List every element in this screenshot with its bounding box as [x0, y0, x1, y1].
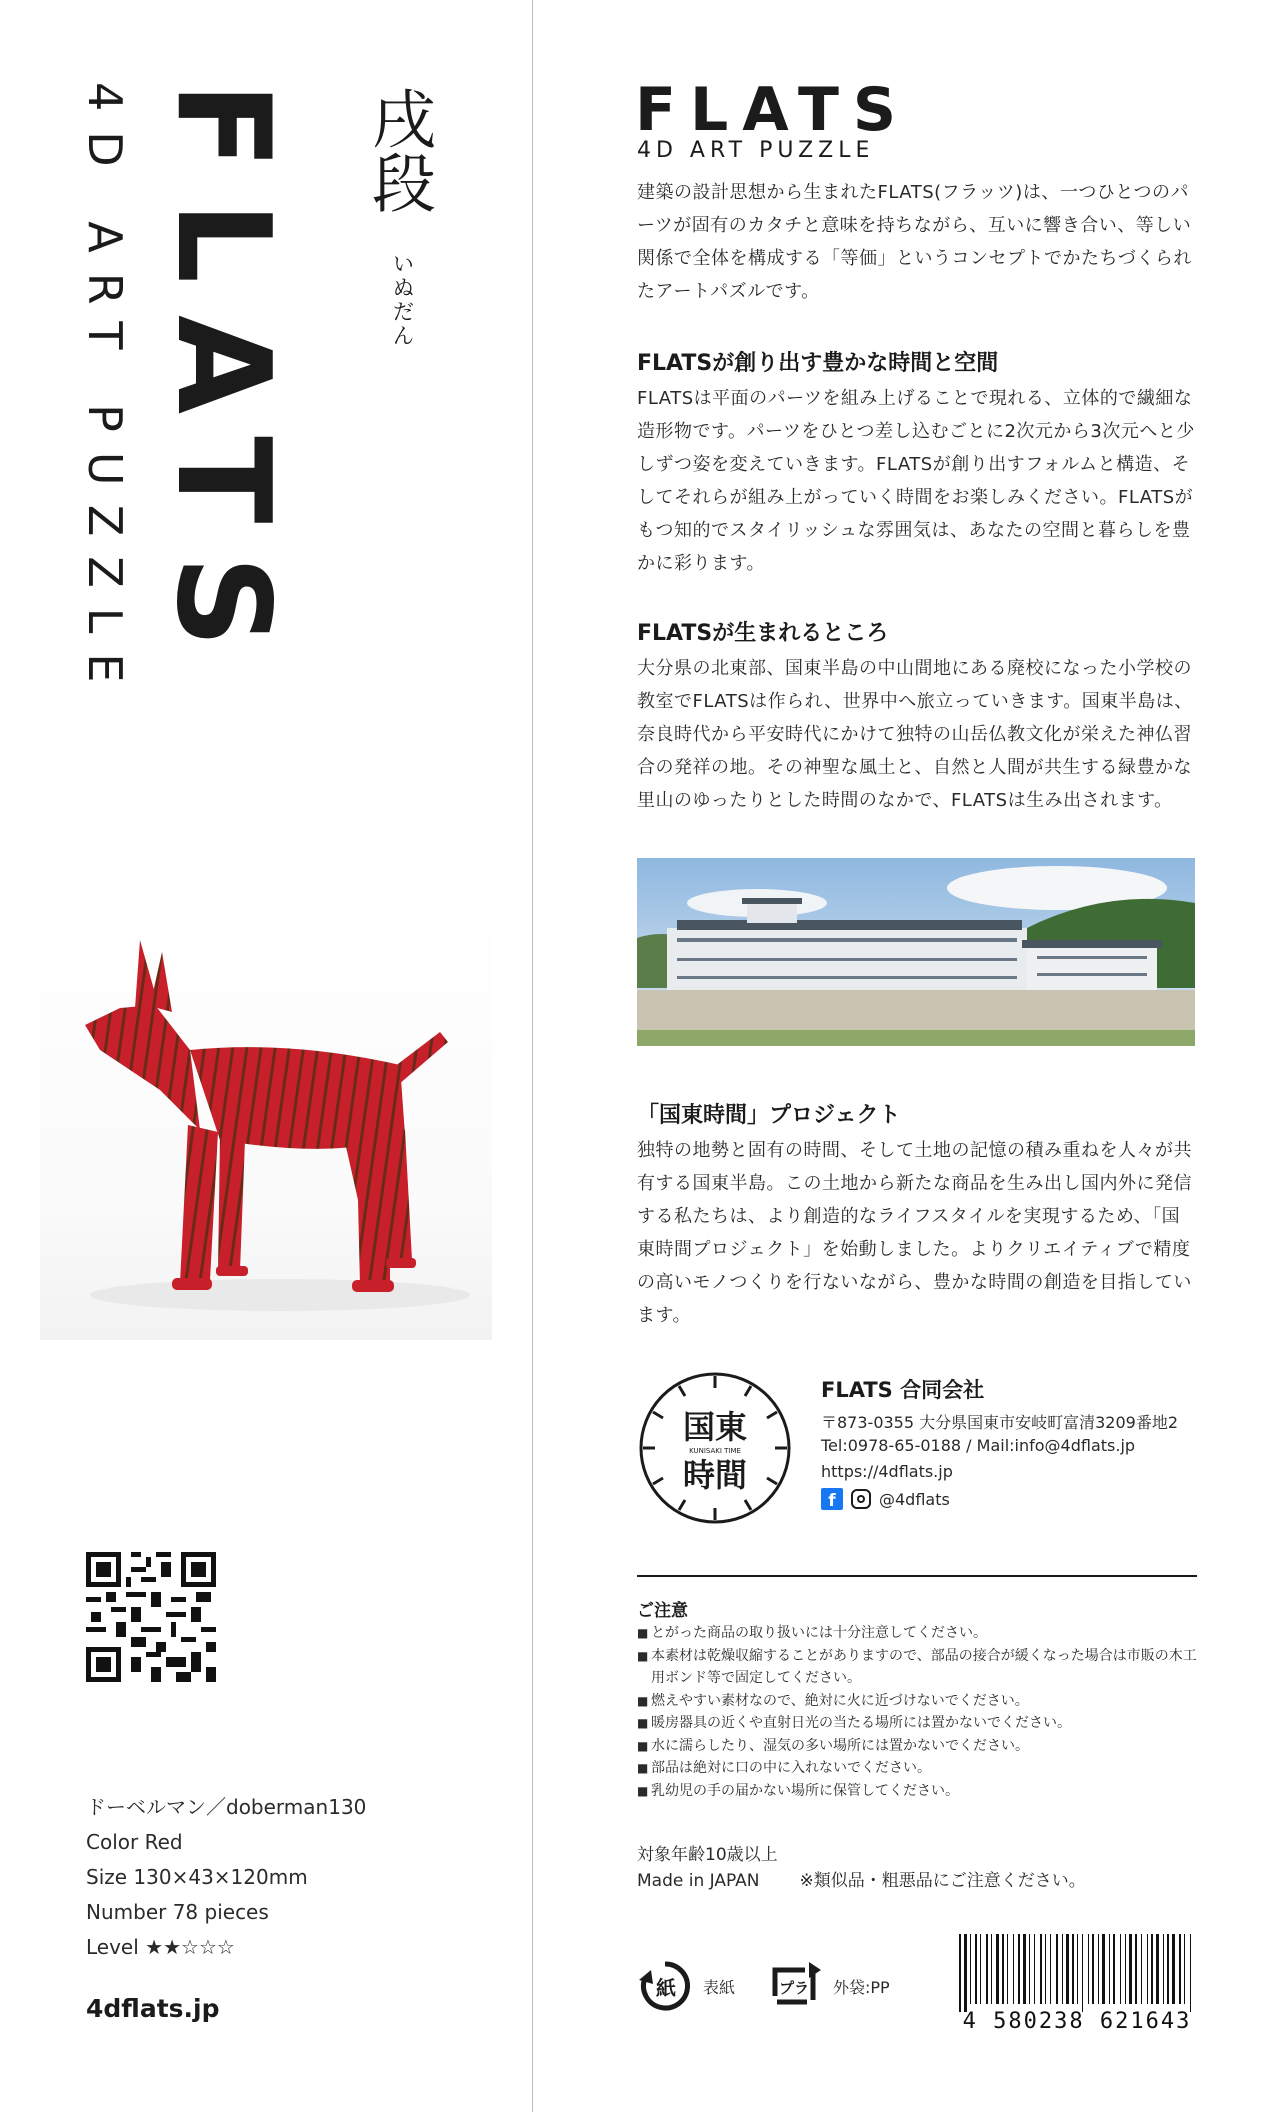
plastic-recycle-label: 外袋:PP — [833, 1977, 890, 1997]
age-recommendation: 対象年齢10歳以上 — [637, 1845, 778, 1865]
section2-heading: FLATSが生まれるところ — [637, 621, 889, 646]
website-link[interactable]: 4dflats.jp — [86, 1994, 220, 2023]
clock-logo-middle: KUNISAKI TIME — [689, 1447, 741, 1455]
plastic-recycle-icon — [765, 1958, 823, 2014]
notice-divider — [637, 1575, 1197, 1577]
vertical-brand-subtitle: 4D ART PUZZLE — [78, 82, 132, 703]
notice-item: ■ 水に濡らしたり、湿気の多い場所には置かないでください。 — [637, 1735, 1203, 1758]
notice-item: ■ 部品は絶対に口の中に入れないでください。 — [637, 1757, 1203, 1780]
facebook-icon[interactable]: f — [821, 1488, 843, 1510]
company-block — [637, 1370, 1197, 1530]
counterfeit-caution: ※類似品・粗悪品にご注意ください。 — [799, 1871, 1086, 1891]
social-handle[interactable]: @4dflats — [879, 1489, 950, 1509]
spec-size: Size 130×43×120mm — [86, 1865, 308, 1889]
company-address: 〒873-0355 大分県国東市安岐町富清3209番地2 — [821, 1413, 1179, 1432]
notice-list — [637, 1622, 1203, 1802]
paper-recycle-label: 表紙 — [703, 1977, 736, 1997]
qr-code-graphic — [86, 1552, 216, 1682]
clock-logo-top: 国東 — [682, 1408, 748, 1446]
qr-code[interactable] — [86, 1552, 216, 1682]
notice-item: ■ 暖房器具の近くや直射日光の当たる場所には置かないでください。 — [637, 1712, 1203, 1735]
plastic-recycle-mark: プラ — [778, 1979, 810, 1997]
school-photo-graphic — [637, 858, 1195, 1046]
spec-model: ドーベルマン／doberman130 — [86, 1795, 367, 1819]
section3-body: 独特の地勢と固有の時間、そして土地の記憶の積み重ねを人々が共有する国東半島。この土地から新たな商品を生み出し国内外に発信する私たちは、より創造的なライフスタイルを実現するため、「国東時間プロジェクト」を始動しました。よりクリエイティブで精度の高いモノつくりを行ないながら、豊かな時間の創造を目指しています。 — [637, 1140, 1192, 1326]
intro-paragraph: 建築の設計思想から生まれたFLATS(フラッツ)は、一つひとつのパーツが固有のカタチと意味を持ちながら、互いに響き合い、等しい関係で全体を構成する「等価」というコンセプトでかたちづくられたアートパズルです。 — [637, 182, 1192, 302]
recycle-plastic — [765, 1958, 890, 2014]
recycle-paper — [637, 1958, 735, 2014]
vertical-brand-title: FLATS — [148, 82, 297, 680]
left-panel — [0, 0, 532, 2112]
made-in: Made in JAPAN — [637, 1871, 760, 1891]
social-links — [821, 1488, 950, 1510]
section2-body: 大分県の北東部、国東半島の中山間地にある廃校になった小学校の教室でFLATSは作られ、世界中へ旅立っていきます。国東半島は、奈良時代から平安時代にかけて独特の山岳仏教文化が栄えた神仏習合の発祥の地。その神聖な風土と、自然と人間が共生する緑豊かな里山のゆったりとした時間のなかで、FLATSは生み出されます。 — [637, 658, 1193, 811]
flats-logo-subtitle: 4D ART PUZZLE — [637, 138, 875, 163]
notice-item: ■ 燃えやすい素材なので、絶対に火に近づけないでください。 — [637, 1690, 1203, 1713]
section1-heading: FLATSが創り出す豊かな時間と空間 — [637, 351, 999, 376]
doberman-illustration — [40, 900, 492, 1340]
product-specs — [86, 1790, 366, 1965]
notice-item: ■ 乳幼児の手の届かない場所に保管してください。 — [637, 1780, 1203, 1803]
product-kanji-title: 戌段 — [361, 86, 435, 214]
notice-item: ■ とがった商品の取り扱いには十分注意してください。 — [637, 1622, 1203, 1645]
paper-recycle-mark: 紙 — [656, 1976, 676, 2000]
company-name: FLATS 合同会社 — [821, 1378, 985, 1402]
section3-heading: 「国東時間」プロジェクト — [637, 1103, 901, 1128]
made-row — [637, 1868, 1086, 1894]
company-url[interactable]: https://4dflats.jp — [821, 1462, 953, 1481]
section1-body: FLATSは平面のパーツを組み上げることで現れる、立体的で繊細な造形物です。パーツをひとつ差し込むごとに2次元から3次元へと少しずつ姿を変えていきます。FLATSが創り出すフォルムと構造、そしてそれらが組み上がっていく時間をお楽しみください。FLATSがもつ知的でスタイリッシュな雰囲気は、あなたの空間と暮らしを豊かに彩ります。 — [637, 388, 1195, 574]
notice-item: ■ 本素材は乾燥収縮することがありますので、部品の接合が緩くなった場合は市販の木工用ボンド等で固定してください。 — [637, 1645, 1203, 1690]
product-kana-reading: いぬだん — [389, 252, 414, 348]
instagram-icon[interactable] — [851, 1489, 871, 1509]
barcode — [955, 1932, 1199, 2032]
clock-logo-bottom: 時間 — [682, 1456, 748, 1494]
barcode-number: 4 580238 621643 — [962, 2009, 1192, 2032]
spec-level: Level ★★☆☆☆ — [86, 1935, 235, 1959]
notice-heading: ご注意 — [637, 1601, 688, 1621]
spec-pieces: Number 78 pieces — [86, 1900, 269, 1924]
doberman-product-image — [40, 900, 492, 1340]
flats-logo: FLATS — [635, 75, 911, 145]
paper-recycle-icon — [637, 1958, 693, 2014]
spec-color: Color Red — [86, 1830, 183, 1854]
right-panel — [533, 0, 1280, 2112]
age-and-origin — [637, 1842, 1086, 1894]
company-contact: Tel:0978-65-0188 / Mail:info@4dflats.jp — [821, 1436, 1136, 1455]
school-building-photo — [637, 858, 1195, 1046]
kunisaki-time-clock-logo — [637, 1370, 793, 1526]
